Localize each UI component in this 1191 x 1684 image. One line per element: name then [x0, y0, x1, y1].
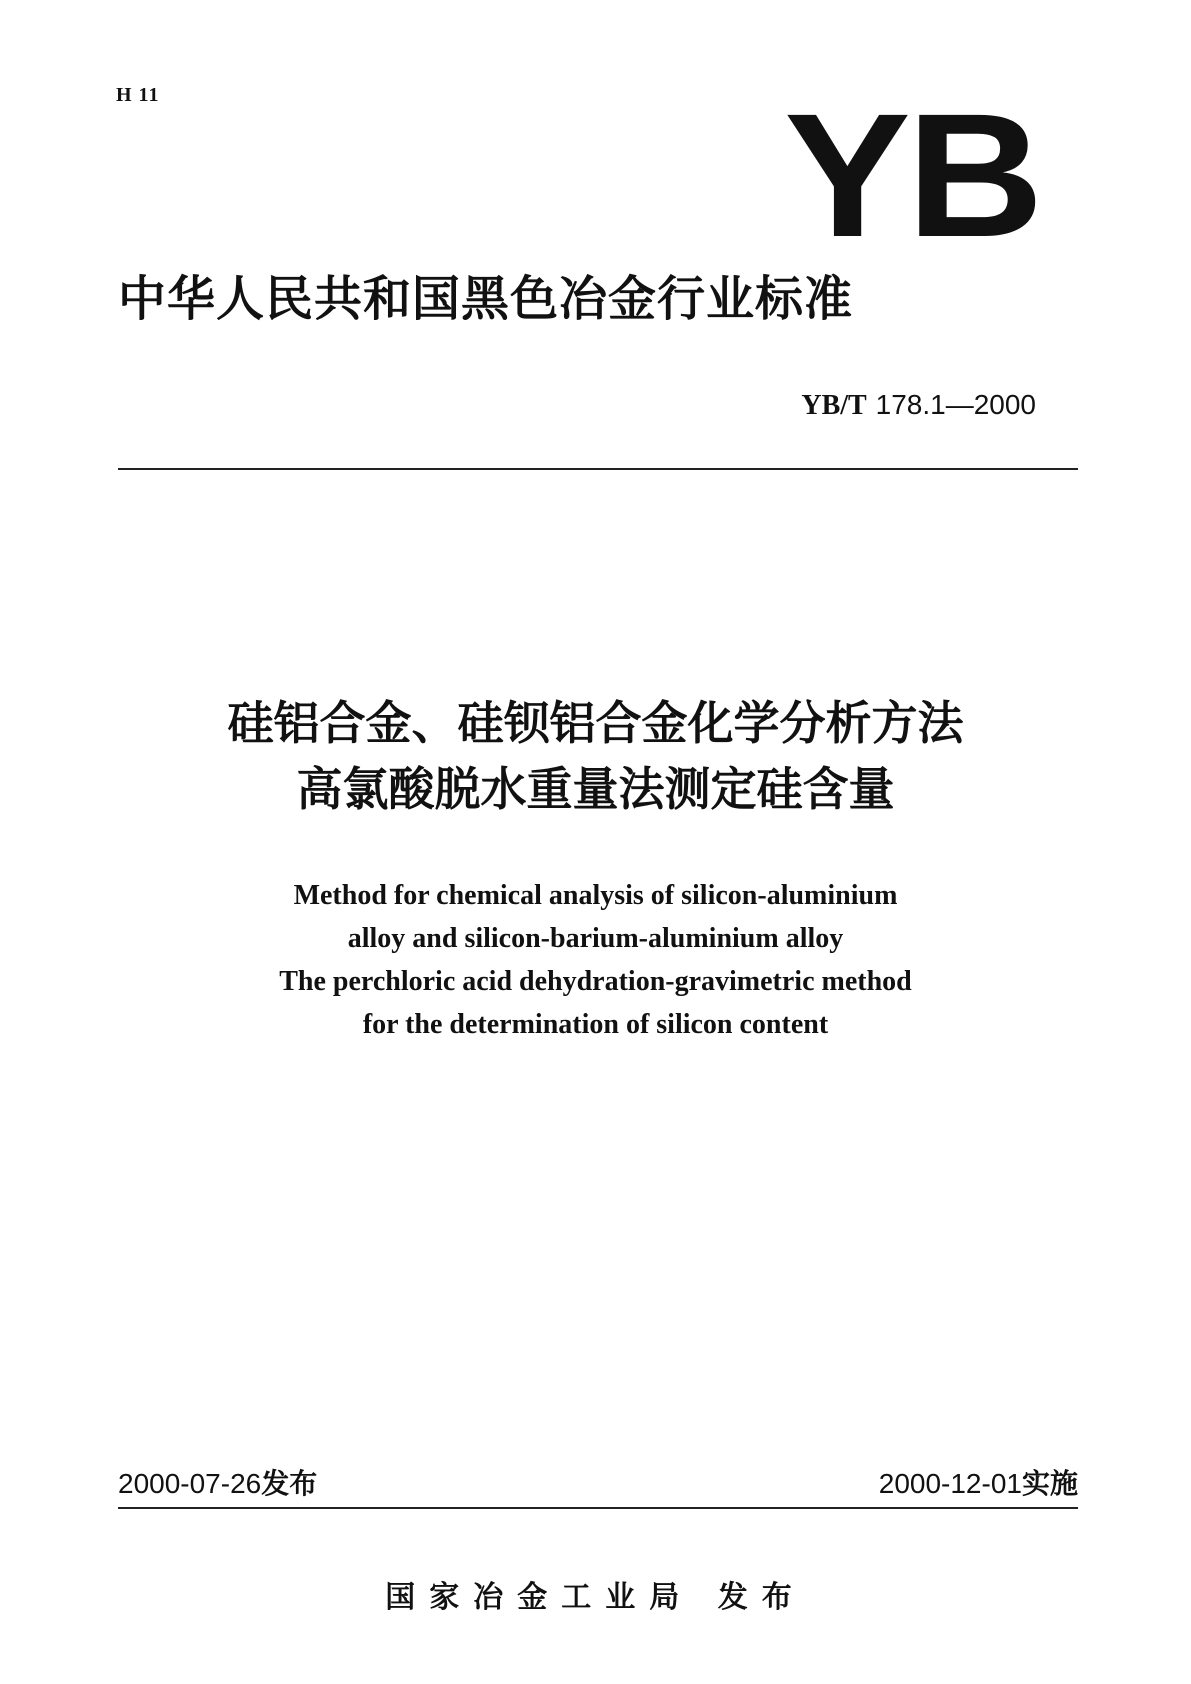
chinese-title-line: 高氯酸脱水重量法测定硅含量 — [296, 762, 895, 816]
standard-number — [801, 388, 1036, 422]
standard-number-value: 178.1—2000 — [875, 389, 1036, 420]
issue-label: 发布 — [261, 1467, 318, 1500]
issue-date — [118, 1462, 317, 1502]
chinese-document-title — [0, 690, 1191, 822]
bottom-divider — [118, 1507, 1078, 1509]
top-divider — [118, 468, 1078, 470]
publisher: 国家冶金工业局 发布 — [385, 1580, 806, 1615]
implementation-date — [879, 1462, 1078, 1502]
english-title-line: The perchloric acid dehydration-gravimetric method — [279, 966, 912, 997]
english-title-line: for the determination of silicon content — [362, 1009, 829, 1040]
chinese-title-line: 硅铝合金、硅钡铝合金化学分析方法 — [227, 696, 964, 750]
issue-date-value: 2000-07-26 — [118, 1468, 262, 1499]
industry-standard-title: 中华人民共和国黑色冶金行业标准 — [118, 271, 854, 327]
yb-logo: YB — [783, 78, 1039, 274]
implement-date-value: 2000-12-01 — [878, 1468, 1022, 1499]
english-title-line: Method for chemical analysis of silicon-aluminium — [293, 880, 898, 911]
standard-prefix: YB/T — [801, 390, 867, 421]
classification-code: H 11 — [116, 84, 160, 106]
implement-label: 实施 — [1021, 1467, 1078, 1500]
english-title-line: alloy and silicon-barium-aluminium alloy — [347, 923, 844, 954]
english-document-title — [0, 874, 1191, 1046]
